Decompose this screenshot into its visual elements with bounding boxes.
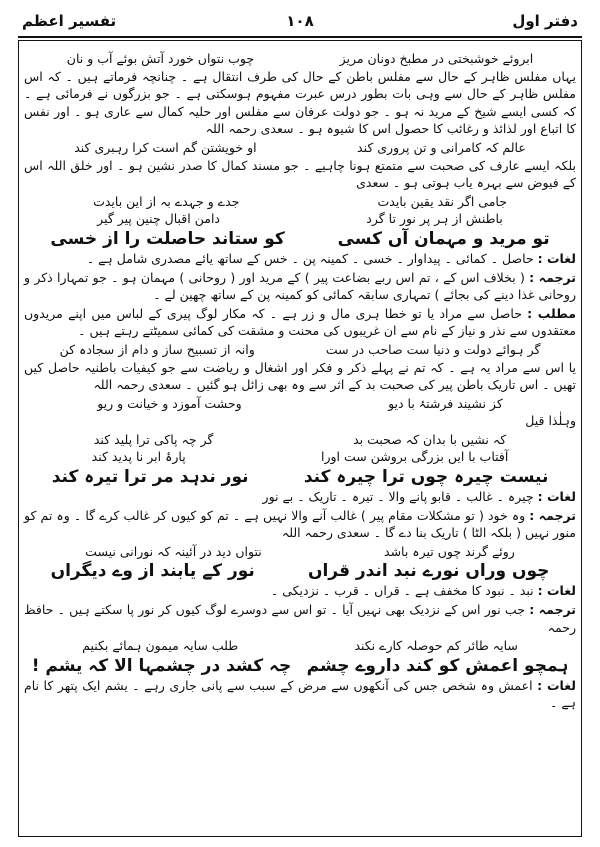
section-label: لغات :: [537, 583, 576, 599]
page-content: [24, 50, 576, 831]
verse-couplet: [24, 228, 576, 250]
header-book-title: تفسیر اعظم: [22, 12, 117, 30]
verse-couplet: [24, 210, 576, 228]
verse-couplet: [24, 341, 576, 359]
verse-second-hemistich: نور ندہد مر ترا تیرہ کند: [51, 467, 249, 488]
page-header: [18, 10, 582, 38]
section-paragraph: [24, 677, 576, 712]
verse-couplet: [24, 466, 576, 488]
section-paragraph: [24, 601, 576, 636]
section-label: لغات :: [537, 250, 576, 266]
verse-first-hemistich: چوں وراں نورے نبد اندر قراں: [307, 561, 550, 582]
verse-second-hemistich: او خویشتن گم است کرا رہبری کند: [74, 139, 257, 155]
verse-second-hemistich: گر چہ پاکی ترا پلید کند: [93, 431, 214, 447]
verse-second-hemistich: دامن اقبال چنین پیر گیر: [97, 211, 220, 227]
verse-couplet: [24, 139, 576, 157]
header-section-title: دفتر اول: [512, 12, 578, 30]
section-label: ترجمہ :: [529, 507, 576, 523]
section-label: مطلب :: [527, 305, 576, 321]
verse-first-hemistich: عالم کہ کامرانی و تن پروری کند: [357, 139, 526, 155]
verse-couplet: [24, 655, 576, 677]
body-paragraph: بلکہ ایسے عارف کی صحبت سے متمتع ہونا چاہیے ۔ جو مسند کمال کا صدر نشین ہو ۔ اور خلق اللہ اس کے فیوض سے بہرہ یاب ہوتی ہو ۔ سعدی: [24, 157, 576, 191]
section-paragraph: [24, 582, 576, 600]
verse-second-hemistich: نور کے یابند از وے دیگراں: [50, 561, 255, 582]
verse-first-hemistich: کز نشیند فرشتۂ با دیو: [388, 395, 503, 411]
verse-first-hemistich: سایہ طائر کم حوصلہ کارے نکند: [354, 638, 518, 654]
verse-second-hemistich: طلب سایہ میمون ہمائے بکنیم: [82, 638, 239, 654]
section-text: چیرہ ۔ غالب ۔ قابو پانے والا ۔ تیرہ ۔ تاریک ۔ بے نور: [262, 489, 534, 505]
verse-couplet: [24, 395, 576, 413]
section-text: اعمش وہ شخص جس کی آنکھوں سے مرض کے سبب سے پانی جاری رہے ۔ یشم ایک پتھر کا نام ہے ۔: [24, 677, 576, 711]
verse-first-hemistich: ابروئے خوشبختی در مطبخ دونان مریز: [339, 51, 534, 66]
section-label: ترجمہ :: [529, 602, 576, 618]
body-paragraph: یا اس سے مراد یہ ہے ۔ کہ تم نے پہلے ذکر و فکر اور اشغال و ریاضت سے جو کیفیات باطنیہ حاصل کیں تھیں ۔ اس تاریک باطن پیر کی صحبت بد کے اثر سے وہ بھی زائل ہو گئیں ۔ سعدی رحمہ اللہ: [24, 359, 576, 393]
verse-second-hemistich: پارۂ ابر نا پدید کند: [91, 449, 186, 465]
verse-second-hemistich: نتواں دید در آئینہ کہ نورانی نیست: [85, 543, 262, 559]
verse-couplet: [24, 50, 576, 68]
verse-second-hemistich: کو ستاند حاصلت را از خسی: [50, 228, 285, 249]
section-label: لغات :: [537, 489, 576, 505]
verse-first-hemistich: آفتاب با ایں بزرگی بروشن ست اورا: [321, 449, 509, 465]
section-text: جب نور اس کے نزدیک بھی نہیں آیا ۔ تو اس سے دوسرے لوگ کیوں کر نور پا سکتے ہیں ۔ حافظ رحمہ: [24, 602, 576, 635]
verse-couplet: [24, 560, 576, 582]
section-paragraph: [24, 269, 576, 304]
section-paragraph: [24, 250, 576, 268]
verse-first-hemistich: باطنش از ہر پر نور تا گرد: [366, 211, 503, 227]
verse-second-hemistich: جدے و جہدے بہ از این بایدت: [93, 193, 240, 209]
section-text: وہ خود ( تو مشکلات مقام پیر ) غالب آنے والا نہیں ہے ۔ تم کو کیوں کر غالب کرے گا ۔ وہ تم کو منور نہیں ( بلکہ الٹا ) تاریک بنا دے گا ۔ سعدی رحمہ اللہ: [24, 507, 576, 541]
verse-second-hemistich: وانہ از تسبیح ساز و دام از سجادہ کن: [59, 341, 255, 357]
verse-first-hemistich: ہمچو اعمش کو کند داروے چشم: [306, 655, 569, 676]
verse-second-hemistich: چوب نتواں خورد آتش بوئے آب و نان: [66, 51, 255, 66]
section-paragraph: [24, 507, 576, 542]
section-paragraph: [24, 488, 576, 506]
verse-first-hemistich: روئے گرند چوں تیرہ باشد: [384, 543, 515, 559]
verse-couplet: [24, 637, 576, 655]
section-label: ترجمہ :: [529, 269, 576, 285]
verse-first-hemistich: کہ نشیں با بدان کہ صحبت بد: [353, 431, 507, 447]
verse-first-hemistich: جامی اگر نقد یقین بایدت: [377, 193, 507, 209]
verse-couplet: [24, 448, 576, 466]
section-text: ( بخلاف اس کے ، تم اس ربے بضاعت پیر ) کے مرید اور ( روحانی ) مہمان ہو ۔ جو تمہارا ذکر و روحانی غذا دینے کی بجائے ) تمہاری سابقہ کمائی کو کمینہ پن کے ساتھ چھین لے ۔: [24, 269, 576, 303]
intro-phrase: وہلٰذا قیل: [525, 413, 576, 429]
page-number: ۱۰۸: [286, 12, 314, 30]
body-paragraph: یہاں مفلس ظاہر کے حال سے مفلس باطن کے حال کی طرف انتقال ہے ۔ چنانچہ فرماتے ہیں ۔ کہ اس مفلس ظاہر کے حال سے وہی بات بطور درس عبرت مفہوم ہوسکتی ہے ۔ جو بزرگوں نے فرمائی ہے ۔ کہ کسی ایسے شیخ کے مرید نہ ہو ۔ جو دولت عرفان سے مفلس اور حلیہ کمال سے عاری ہو ۔ اور نفس کا اتباع اور لذائذ و رغائب کا حصول اس کا شیوہ ہو ۔ سعدی رحمہ اللہ: [24, 68, 576, 137]
section-text: حاصل سے مراد یا تو خطا ہری مال و زر ہے ۔ کہ مکار لوگ پیری کے لباس میں اپنے مریدوں معتقدوں سے نذر و نیاز کے نام سے ان غریبوں کی محنت و مشقت کی کمائی سمیٹتے رہتے ہیں ۔: [24, 305, 576, 339]
verse-first-hemistich: نیست چیرہ چوں ترا چیرہ کند: [303, 467, 549, 488]
verse-first-hemistich: تو مرید و مہمان آں کسی: [337, 228, 550, 249]
verse-first-hemistich: گر ہوائے دولت و دنیا ست صاحب در ست: [325, 341, 541, 357]
verse-couplet: [24, 543, 576, 561]
verse-second-hemistich: وحشت آموزد و خیانت و ریو: [97, 395, 242, 411]
verse-couplet: [24, 431, 576, 449]
section-paragraph: [24, 305, 576, 340]
verse-couplet: [24, 193, 576, 211]
verse-second-hemistich: چہ کشد در چشمہا الا کہ یشم !: [31, 655, 292, 676]
section-label: لغات :: [537, 677, 576, 693]
section-text: حاصل ۔ کمائی ۔ پیداوار ۔ خسی ۔ کمینہ پن ۔ خس کے ساتھ یائے مصدری شامل ہے ۔: [86, 250, 534, 266]
section-text: نبد ۔ نبود کا مخفف ہے ۔ قراں ۔ قرب ۔ نزدیکی ۔: [270, 583, 534, 599]
